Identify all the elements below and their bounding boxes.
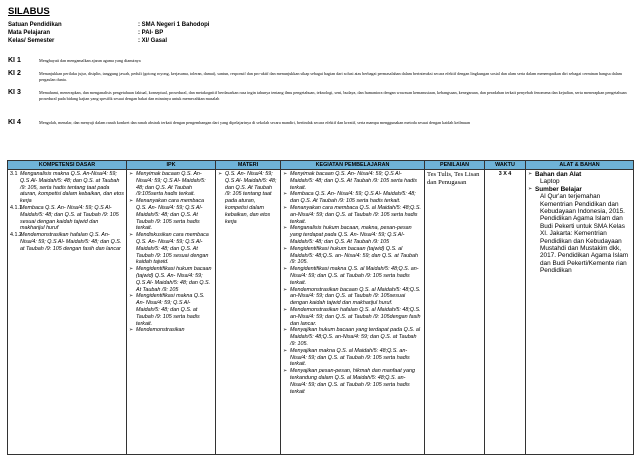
ki-code: KI 4 — [8, 119, 21, 126]
kd-text: Mendemonstrasikan hafalan Q.S. An- Nisa/4: 59; Q.S Al- Maidah/5: 48; dan Q.S. at Taubah /9: 105 dengan fasih dan lancar — [20, 232, 122, 252]
ki-text: Mengolah, menalar, dan menyaji dalam ranah konkret dan ranah abstrak terkait dengan pengembangan dari yang dipelajarinya di sekolah secara mandiri, bertindak secara efektif dan kreatif, serta mampu menggunakan metoda sesuai dengan kaidah keilmuan — [39, 120, 470, 125]
meta-label: Kelas/ Semester — [8, 38, 55, 44]
kegiatan-item: ➢ Mendemonstrasikan hafalan Q.S. al Maidah/5: 48;Q.S. an-Nisa/4: 59; dan Q.S. at Taubah /9: 105dengan fasih dan lancar. — [283, 307, 422, 327]
column-header: KOMPETENSI DASAR — [8, 161, 127, 170]
alat-cell — [526, 170, 634, 455]
alat-item: Laptop — [540, 178, 560, 186]
kegiatan-item: ➢ Mengidentifikasi hukum bacaan (tajwid) Q.S. al Maidah/5: 48;Q.S. an- Nisa/4: 59; dan Q.S. at Taubah /9: 105. — [283, 246, 422, 266]
kd-item — [10, 232, 124, 252]
column-header: WAKTU — [485, 161, 526, 170]
kd-text: Membaca Q.S. An- Nisa/4: 59; Q.S Al- Maidah/5: 48; dan Q.S. at Taubah /9: 105 sesuai dengan kaidah tajwid dan makharijul huruf — [20, 204, 119, 232]
ipk-item: ➢ Mengidentifikasi makna Q.S. An- Nisa/4: 59; Q.S Al- Maidah/5: 48; dan Q.S. at Taubah /9: 105 serta hadis terkait. — [129, 293, 213, 327]
column-header: KEGIATAN PEMBELAJARAN — [281, 161, 425, 170]
meta-value: : SMA Negeri 1 Bahodopi — [138, 22, 210, 28]
materi-cell — [216, 170, 281, 455]
column-header: IPK — [127, 161, 216, 170]
ipk-item: ➢ Menyimak bacaan Q.S. An- Nisa/4: 59; Q.S Al- Maidah/5: 48; dan Q.S. At Taubah /9:105serta hadis terkait. — [129, 171, 213, 198]
silabus-table — [7, 160, 634, 455]
meta-label: Satuan Pendidikan — [8, 22, 62, 28]
meta-row — [8, 38, 168, 44]
column-header: ALAT & BAHAN — [526, 161, 634, 170]
ki-code: KI 3 — [8, 89, 21, 96]
kd-item — [10, 171, 124, 205]
alat-item: Al Qur'an terjemahan Kementrian Pendidikan dan Kebudayaan Indonesia, 2015. Pendidikan Agama Islam dan Budi Pekerti untuk SMA Kelas XI. Jakarta: Kementrian Pendidikan dan Kebudayaan Mustahdi dan Mustakim dkk, 2017. Pendidikan Agama Islam dan Budi Pekerti/Kemente rian Pendidikan — [540, 193, 629, 275]
ki-code: KI 2 — [8, 70, 21, 77]
kegiatan-cell — [281, 170, 425, 455]
ipk-item: ➢ Mendiskusikan cara membaca Q.S. An- Nisa/4: 59; Q.S Al- Maidah/5: 48; dan Q.S. At Taubah /9: 105 sesuai dengan kaidah tajwid. — [129, 232, 213, 266]
kd-cell — [8, 170, 127, 455]
kd-number: 4.1.1 — [10, 204, 22, 211]
alat-item: ➢ Bahan dan Alat — [528, 171, 631, 178]
kegiatan-item: ➢ Menyajikan makna Q.S. al Maidah/5: 48;Q.S. an-Nisa/4: 59; dan Q.S. at Taubah /9: 105 serta hadis terkait. — [283, 348, 422, 368]
meta-label: Mata Pelajaran — [8, 30, 51, 36]
kegiatan-item: ➢ Menyimak bacaan Q.S. An- Nisa/4: 59; Q.S Al- Maidah/5: 48; dan Q.S. At Taubah /9: 105 serta hadis terkait. — [283, 171, 422, 191]
ipk-item: ➢ Mengidentifikasi hukum bacaan (tajwid) Q.S. An- Nisa/4: 59; Q.S Al- Maidah/5: 48; dan Q.S. At Taubah /9: 105 — [129, 266, 213, 293]
kd-number: 4.1.2 — [10, 232, 22, 239]
kegiatan-item: ➢ Menyajikan pesan-pesan, hikmah dan manfaat yang terkandung dalam Q.S. al Maidah/5: 48;Q.S. an-Nisa/4: 59; dan Q.S. at Taubah /9: 105 serta hadis terkait — [283, 368, 422, 395]
meta-row — [8, 30, 164, 36]
ki-text: Memahami, menerapkan, dan menganalisis pengetahuan faktual, konseptual, prosedural, dan metakognitif berdasarkan rasa ingin tahunya tentang ilmu pengetahuan, teknologi, seni, budaya, dan humaniora dengan wawasan kemanusiaan, kebangsaan, kenegaraan, dan peradaban terkait penyebab fenomena dan kejadian, serta menerapkan pengetahuan prosedural pada bidang kajian yang spesifik sesuai dengan bakat dan minatnya untuk memecahkan masalah — [39, 90, 627, 101]
kd-text: Menganalisis makna Q.S. An-Nisa/4: 59; Q.S Al- Maidah/5: 48; dan Q.S. at Taubah /9: 105, serta hadis tentang taat pada aturan, kompetisi dalam kebaikan, dan etos kerja — [20, 171, 124, 205]
kegiatan-item: ➢ Menyajikan hukum bacaan yang terdapat pada Q.S. al Maidah/5: 48;Q.S. an-Nisa/4: 59; dan Q.S. at Taubah /9: 105. — [283, 327, 422, 347]
kegiatan-item: ➢ Menanyakan cara membaca Q.S. al Maidah/5: 48;Q.S. an-Nisa/4: 59; dan Q.S. at Taubah /9: 105 serta hadis terkait. — [283, 205, 422, 225]
meta-value: : PAI- BP — [138, 30, 164, 36]
materi-item: ➢ Q.S. An- Nisa/4: 59; Q.S Al- Maidah/5: 48; dan Q.S. At Taubah /9: 105 tentang taat pada aturan, kompetisi dalam kebaikan, dan etos kerja — [218, 171, 278, 225]
ki-code: KI 1 — [8, 57, 21, 64]
meta-value: : XI/ Gasal — [138, 38, 168, 44]
ki-text: Menghayati dan mengamalkan ajaran agama yang dianutnya — [39, 58, 141, 63]
meta-row — [8, 22, 210, 28]
kegiatan-item: ➢ Mendemonstrasikan bacaan Q.S. al Maidah/5: 48;Q.S. an-Nisa/4: 59; dan Q.S. at Taubah /9: 105sesuai dengan kaidah tajwid dan makharijul huruf. — [283, 287, 422, 307]
kd-number: 3.1 — [10, 171, 18, 177]
ki-text: Menunjukkan perilaku jujur, disiplin, tanggung jawab, peduli (gotong royong, kerjasama, toleran, damai), santun, responsif dan pro-aktif dan menunjukkan sikap sebagai bagian dari solusi atas berbagai permasalahan dalam berinteraksi secara efektif dengan lingkungan sosial dan alam serta dalam menempatkan diri sebagai cerminan bangsa dalam pergaulan dunia. — [39, 71, 622, 82]
kd-item — [10, 205, 124, 232]
column-header: MATERI — [216, 161, 281, 170]
ipk-item: ➢ Menanyakan cara membaca Q.S. An- Nisa/4: 59; Q.S Al- Maidah/5: 48; dan Q.S. At Taubah /9: 105 serta hadis terkait. — [129, 198, 213, 232]
kegiatan-item: ➢ Mengidentifikasi makna Q.S. al Maidah/5: 48;Q.S. an-Nisa/4: 59; dan Q.S. at Taubah /9: 105 serta hadis terkait. — [283, 266, 422, 286]
alat-item: ➢ Sumber Belajar — [528, 186, 631, 193]
ipk-cell — [127, 170, 216, 455]
kegiatan-item: ➢ Membaca Q.S. An- Nisa/4: 59; Q.S Al- Maidah/5: 48; dan Q.S. At Taubah /9: 105 serta hadis terkait. — [283, 191, 422, 205]
waktu-text: 3 X 4 — [498, 171, 512, 177]
ipk-item: ➢ Mendemonstrasikan — [129, 327, 213, 334]
waktu-cell — [485, 170, 526, 455]
penilaian-text: Tes Tulis, Tes Lisan dan Penugasan — [427, 171, 480, 186]
penilaian-cell — [425, 170, 485, 455]
column-header: PENILAIAN — [425, 161, 485, 170]
doc-title: SILABUS — [8, 6, 50, 17]
kegiatan-item: ➢ Menganalisis hukum bacaan, makna, pesan-pesan yang terdapat pada Q.S. An- Nisa/4: 59; Q.S Al- Maidah/5: 48; dan Q.S. At Taubah /9: 105 — [283, 225, 422, 245]
